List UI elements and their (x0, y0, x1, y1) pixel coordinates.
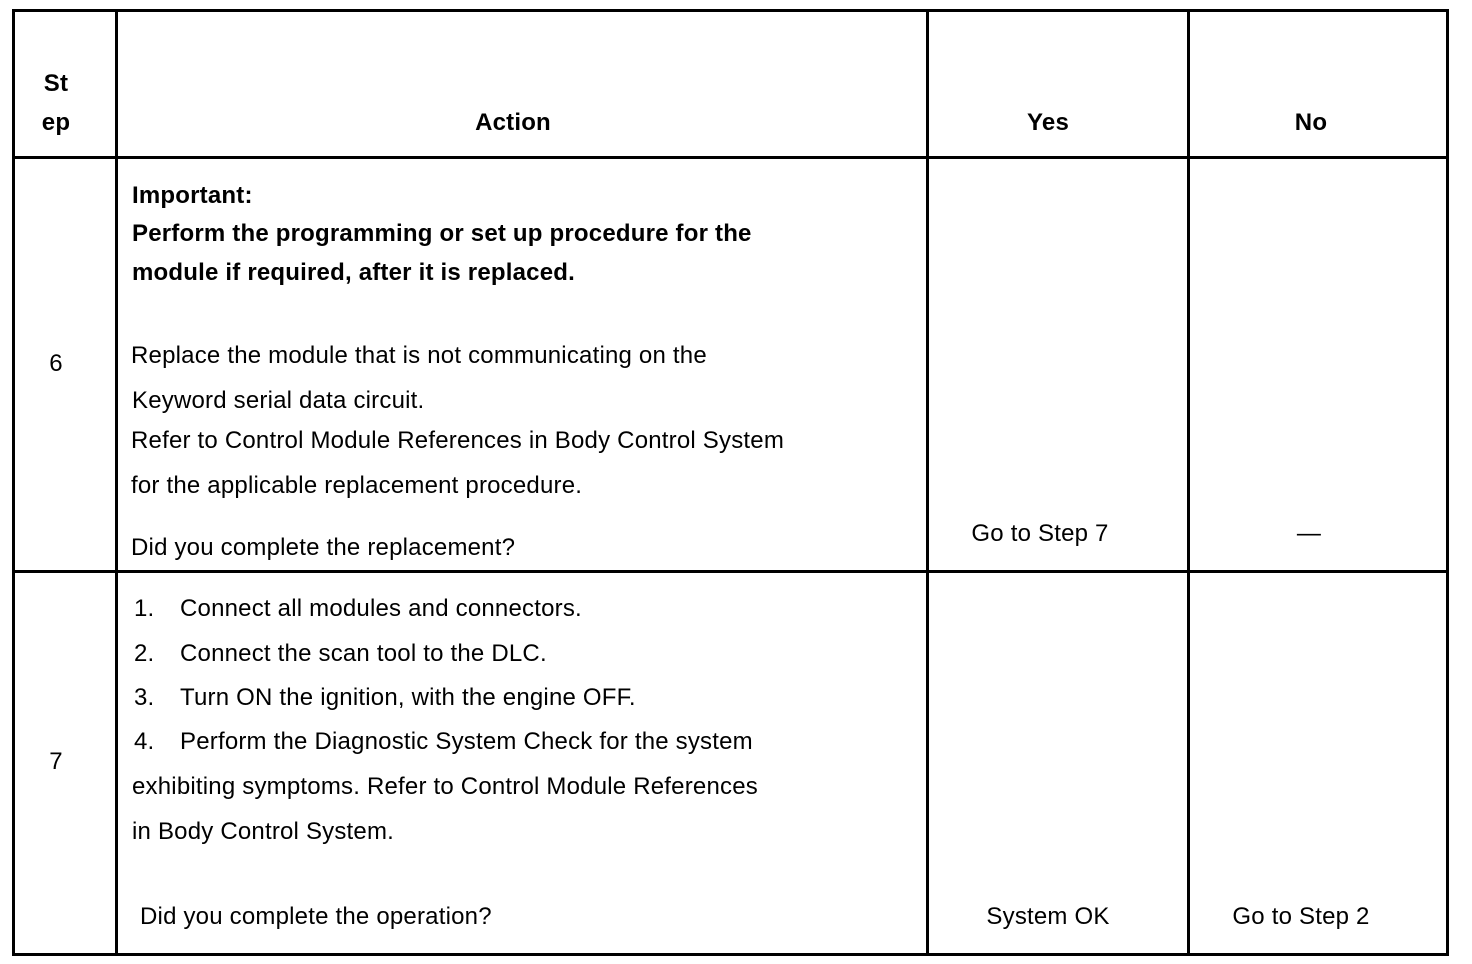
action-text-line1: Replace the module that is not communicating on the (131, 342, 707, 369)
list-item-number: 1. (134, 595, 155, 622)
question-text: Did you complete the operation? (140, 903, 492, 930)
list-item-text: Connect all modules and connectors. (180, 595, 582, 622)
action-text-line2: Keyword serial data circuit. (132, 387, 425, 414)
list-item-text: Turn ON the ignition, with the engine OFF. (180, 684, 636, 711)
column-divider (1187, 12, 1190, 953)
header-step-line2: ep (41, 109, 71, 136)
list-item-text: Perform the Diagnostic System Check for the system (180, 728, 753, 755)
important-text-line1: Perform the programming or set up procedure for the (132, 220, 752, 247)
continuation-line2: in Body Control System. (132, 818, 395, 845)
row-divider (15, 156, 1446, 159)
list-item-number: 3. (134, 684, 155, 711)
no-result: — (1296, 520, 1322, 547)
list-item (134, 728, 753, 756)
step-number: 7 (49, 748, 63, 775)
question-text: Did you complete the replacement? (131, 534, 516, 561)
list-item-text: Connect the scan tool to the DLC. (180, 640, 547, 667)
list-item-number: 2. (134, 640, 155, 667)
important-label: Important: (132, 182, 253, 209)
column-divider (115, 12, 118, 953)
row-divider (15, 570, 1446, 573)
header-no: No (1294, 109, 1328, 136)
column-divider (926, 12, 929, 953)
list-item (134, 595, 582, 623)
list-item-number: 4. (134, 728, 155, 755)
list-item (134, 640, 547, 668)
yes-result: System OK (986, 903, 1110, 930)
header-action: Action (475, 109, 551, 136)
continuation-line1: exhibiting symptoms. Refer to Control Module References (132, 773, 758, 800)
header-yes: Yes (1027, 109, 1069, 136)
action-text-line3: Refer to Control Module References in Body Control System (131, 427, 785, 454)
important-text-line2: module if required, after it is replaced. (132, 259, 575, 286)
header-step-line1: St (43, 70, 69, 97)
step-number: 6 (49, 350, 63, 377)
yes-result: Go to Step 7 (971, 520, 1109, 547)
list-item (134, 684, 636, 712)
action-text-line4: for the applicable replacement procedure. (131, 472, 583, 499)
no-result: Go to Step 2 (1232, 903, 1370, 930)
